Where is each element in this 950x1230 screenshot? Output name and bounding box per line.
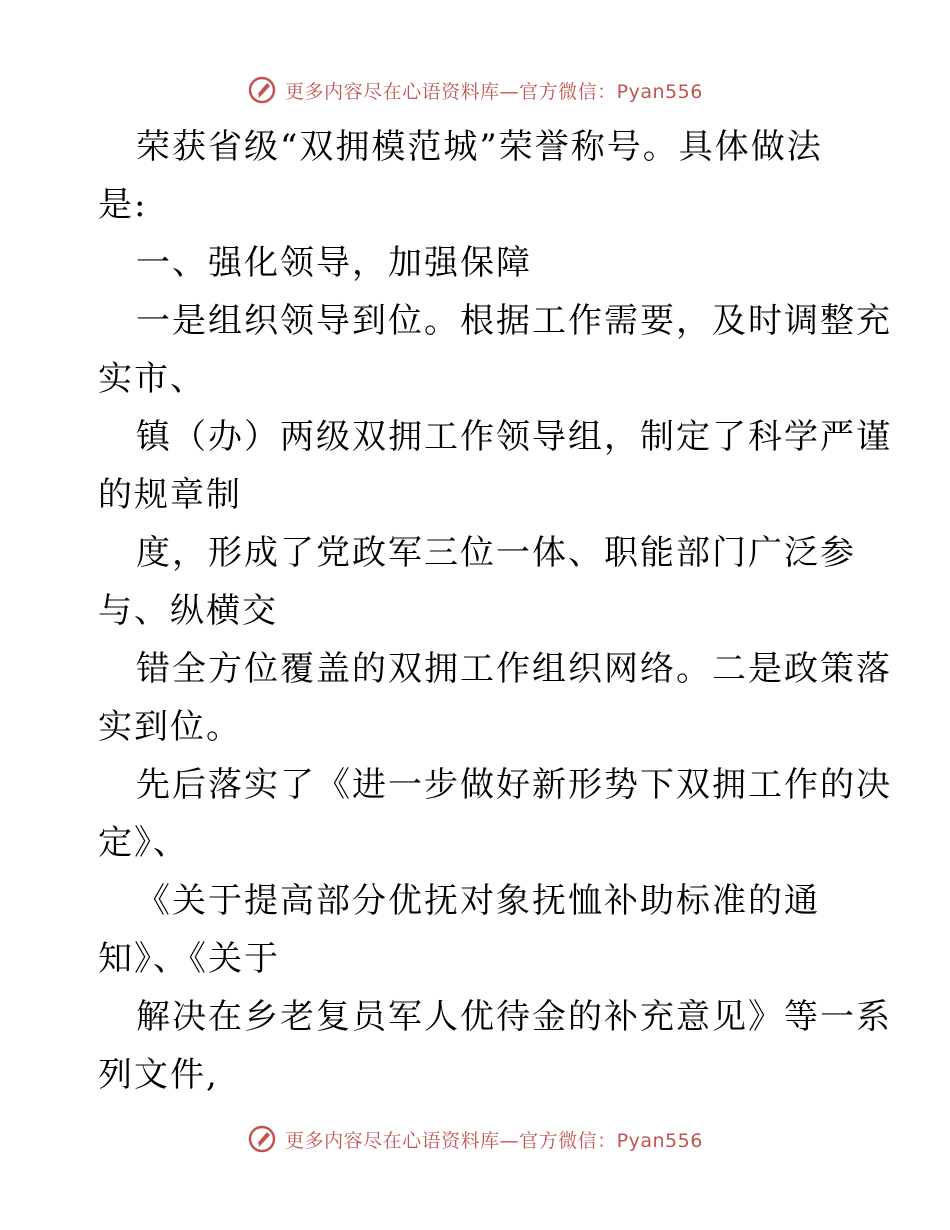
pen-logo-icon xyxy=(247,1124,277,1154)
text-line: 的规章制 xyxy=(98,475,242,515)
text-line: 先后落实了《进一步做好新形势下双拥工作的决 xyxy=(136,765,892,805)
text-line: 度，形成了党政军三位一体、职能部门广泛参 xyxy=(136,533,856,573)
text-line: 与、纵横交 xyxy=(98,591,278,631)
text-line: 是: xyxy=(98,185,148,225)
pen-logo-icon xyxy=(247,75,277,105)
text-line: 错全方位覆盖的双拥工作组织网络。二是政策落 xyxy=(136,649,892,689)
text-line: 列文件, xyxy=(98,1055,219,1095)
text-line: 镇（办）两级双拥工作领导组，制定了科学严谨 xyxy=(136,417,892,457)
text-line: 定》、 xyxy=(98,823,189,863)
footer-watermark xyxy=(0,1121,950,1157)
text-line: 实到位。 xyxy=(98,707,242,747)
text-line: 一是组织领导到位。根据工作需要，及时调整充 xyxy=(136,301,892,341)
text-line: 荣获省级“双拥模范城”荣誉称号。具体做法 xyxy=(136,127,823,167)
footer-watermark-text: 更多内容尽在心语资料库—官方微信：Pyan556 xyxy=(285,1129,703,1152)
text-line: 一、强化领导，加强保障 xyxy=(136,243,532,283)
text-line: 知》、《关于 xyxy=(98,939,280,979)
document-body xyxy=(98,118,892,1104)
header-watermark xyxy=(0,72,950,108)
text-line: 实市、 xyxy=(98,359,206,399)
header-watermark-text: 更多内容尽在心语资料库—官方微信：Pyan556 xyxy=(285,80,703,103)
text-line: 《关于提高部分优抚对象抚恤补助标准的通 xyxy=(136,881,820,921)
text-line: 解决在乡老复员军人优待金的补充意见》等一系 xyxy=(136,997,892,1037)
